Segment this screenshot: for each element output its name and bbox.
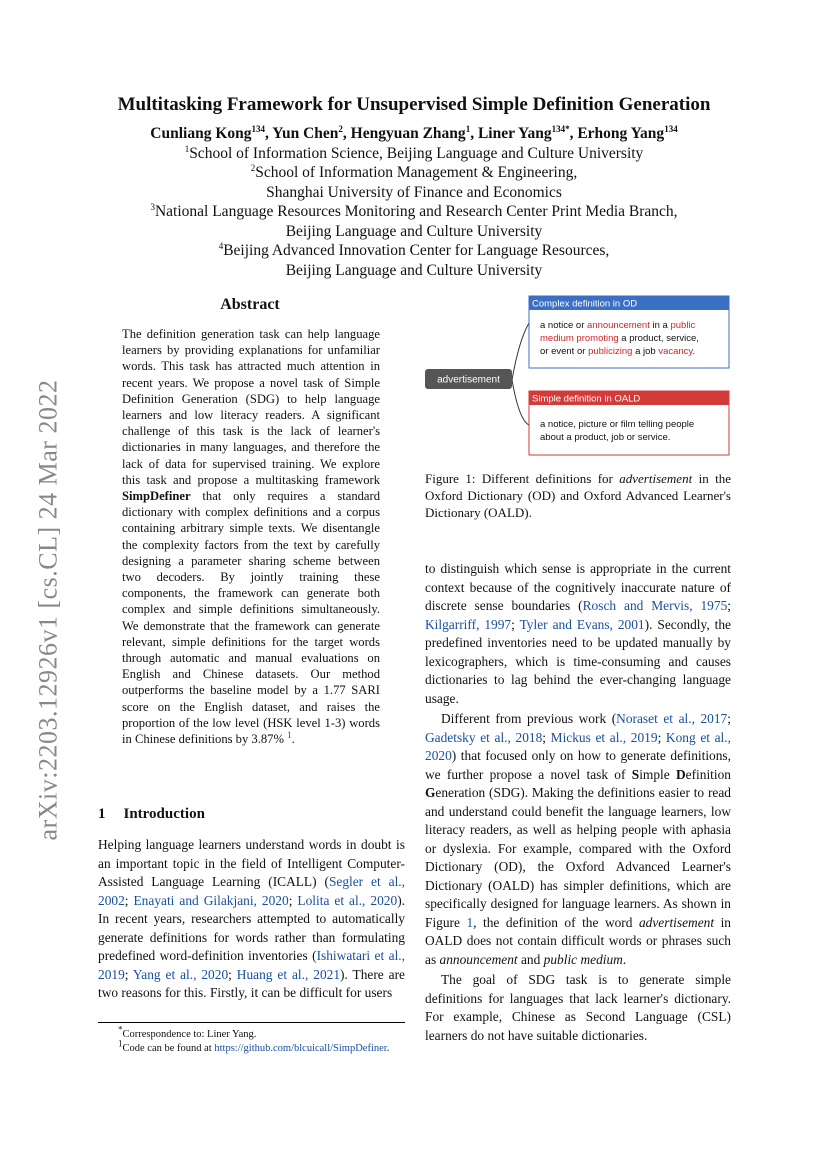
citation-link[interactable]: Noraset et al., 2017 [616,711,728,726]
affiliation: $^2$School of Information Management & Engineering, [250,162,578,181]
citation-link[interactable]: Yang et al., 2020 [132,966,229,982]
connector-line [512,323,529,380]
citation-link[interactable]: Ishiwatari et al., 2019 [98,948,405,982]
intro-paragraph: to distinguish which sense is appropriate in the current context because of the cognitively inaccurate nature of discrete sense boundaries (Rosch and Mervis, 1975; Kilgarriff, 1997; Tyler and Evans, 2001). Secondly, the predefined inventories need to be updated manually by lexicographers, which is time-consuming and causes dictionaries to lag behind the ever-changing language usage. [425,561,731,706]
difficult-word-highlight: announcement [587,320,650,331]
oald-definition-line: about a product, job or service. [540,432,671,443]
affiliation: $^1$School of Information Science, Beijing Language and Culture University [184,143,644,162]
intro-paragraph: The goal of SDG task is to generate simple definitions for languages that lack learner's dictionary. For example, Chinese as Second Language (CSL) learners do not have suitable dictionaries. [425,972,731,1043]
figure-ref-link[interactable]: 1 [466,914,474,930]
citation-link[interactable]: Tyler and Evans, 2001 [519,616,645,632]
code-url-link[interactable]: https://github.com/blcuicall/SimpDefiner [214,1043,387,1054]
difficult-word-highlight: public [670,320,696,331]
affiliation-marker: 134* [551,123,570,134]
author-name: Cunliang Kong [150,125,252,142]
citation-link[interactable]: Gadetsky et al., 2018 [425,729,543,745]
difficult-word-highlight: publicizing [588,346,633,357]
abstract-body: The definition generation task can help language learners by providing explanations for unfamiliar words. This task has attracted much attention in recent years. We propose a novel task of Simple Definition Generation (SDG) to help language learners and low literacy readers. A significant challenge of this task is the lack of learner's dictionaries in many languages, and therefore the lack of data for supervised training. We explore this task and propose a multitasking framework SimpDefiner that only requires a standard dictionary with complex definitions and a corpus containing arbitrary simple texts. We disentangle the complexity factors from the text by carefully designing a parameter sharing scheme between two decoders. By jointly training these components, the framework can generate both complex and simple definitions simultaneously. We demonstrate that the framework can generate relevant, simple definitions for the target words through automatic and manual evaluations on English and Chinese datasets. Our method outperforms the baseline model by a 1.77 SARI score on the English dataset, and raises the proportion of the low level (HSK level 1-3) words in Chinese definitions by 3.87% $^1$. [122,327,380,747]
affiliation-line: Beijing Language and Culture University [285,222,543,240]
section-heading: 1 Introduction [98,806,205,822]
footnote-correspondence: *Correspondence to: Liner Yang. [118,1024,257,1040]
intro-paragraph: Helping language learners understand words in doubt is an important topic in the field of Intelligent Computer-Assisted Language Learning (ICALL) (Segler et al., 2002; Enayati and Gilakjani, 2020; Lolita et al., 2020). In recent years, researchers attempted to automatically generate definitions for words rather than formulating predefined word-definition inventories (Ishiwatari et al., 2019; Yang et al., 2020; Huang et al., 2021). There are two reasons for this. Firstly, it can be difficult for users [98,837,405,1000]
affiliation: $^3$National Language Resources Monitoring and Research Center Print Media Branch, [150,201,678,220]
citation-link[interactable]: Segler et al., 2002 [98,874,405,908]
figure-diagram [424,295,734,460]
affiliation-line: Beijing Language and Culture University [285,261,543,279]
od-header-label: Complex definition in OD [532,298,638,310]
figure-1 [424,295,734,460]
od-definition-line [540,333,699,344]
author-name: Yun Chen [272,125,339,142]
citation-link[interactable]: Enayati and Gilakjani, 2020 [133,892,289,908]
affiliation-marker: 1 [465,123,471,134]
citation-link[interactable]: Kong et al., 2020 [425,729,731,763]
figure-caption: Figure 1: Different definitions for advertisement in the Oxford Dictionary (OD) and Oxford Advanced Learner's Dictionary (OALD). [425,471,731,520]
affiliation-line: Shanghai University of Finance and Economics [266,183,562,201]
citation-link[interactable]: Mickus et al., 2019 [550,729,658,745]
abstract-heading: Abstract [220,296,280,313]
footnote-link[interactable]: 1 [287,729,292,740]
difficult-word-highlight: medium promoting [540,333,619,344]
footnotes [98,1022,405,1056]
citation-link[interactable]: Kilgarriff, 1997 [425,616,512,632]
target-word: advertisement [437,374,500,386]
paper-title: Multitasking Framework for Unsupervised Simple Definition Generation [117,94,711,115]
definition-text: a product, service, [618,333,699,344]
affiliation-marker: 2 [338,123,343,134]
od-definition-line [540,320,696,331]
citation-link[interactable]: Huang et al., 2021 [236,966,341,982]
author-list: Cunliang Kong$^{134}$, Yun Chen$^2$, Hengyuan Zhang$^1$, Liner Yang$^{134*}$, Erhong Yang$^{134}$ [150,123,678,142]
arxiv-identifier: arXiv:2203.12926v1 [cs.CL] 24 Mar 2022 [33,379,62,841]
author-name: Erhong Yang [577,125,665,142]
framework-name: SimpDefiner [122,489,191,504]
affiliation-marker: 134 [664,123,678,134]
author-block [0,124,828,280]
definition-text: a notice or [540,320,587,331]
affiliation-marker: 134 [251,123,266,134]
definition-text: in a [649,320,671,331]
definition-text: or event or [540,346,589,357]
connector-line [512,380,529,425]
affiliation: $^4$Beijing Advanced Innovation Center for Language Resources, [218,240,610,259]
author-name: Liner Yang [477,125,552,142]
oald-definition-line: a notice, picture or film telling people [540,419,695,430]
footnote-code: $^1$Code can be found at https://github.com/blcuicall/SimpDefiner. [118,1038,390,1054]
od-definition-line [540,346,695,357]
intro-paragraph: Different from previous work (Noraset et al., 2017; Gadetsky et al., 2018; Mickus et al., 2019; Kong et al., 2020) that focused only on how to generate definitions, we further propose a novel task of Simple Definition Generation (SDG). Making the definitions easier to read and understand could benefit the language learners, low literacy readers, as well as helping people with aphasia or dyslexia. For example, compared with the Oxford Dictionary (OD), the Oxford Advanced Learner's Dictionary (OALD) has simpler definitions, which are specifically designed for language learners. As shown in Figure 1, the definition of the word advertisement in OALD does not contain difficult words or phrases such as announcement and public medium. [425,711,732,967]
difficult-word-highlight: vacancy [658,346,693,357]
oald-header-label: Simple definition in OALD [532,393,641,405]
definition-text: . [692,346,696,357]
citation-link[interactable]: Rosch and Mervis, 1975 [582,598,728,613]
definition-text: a job [632,346,659,357]
intro-right-column [425,560,731,1045]
citation-link[interactable]: Lolita et al., 2020 [297,892,398,908]
author-name: Hengyuan Zhang [350,125,466,142]
